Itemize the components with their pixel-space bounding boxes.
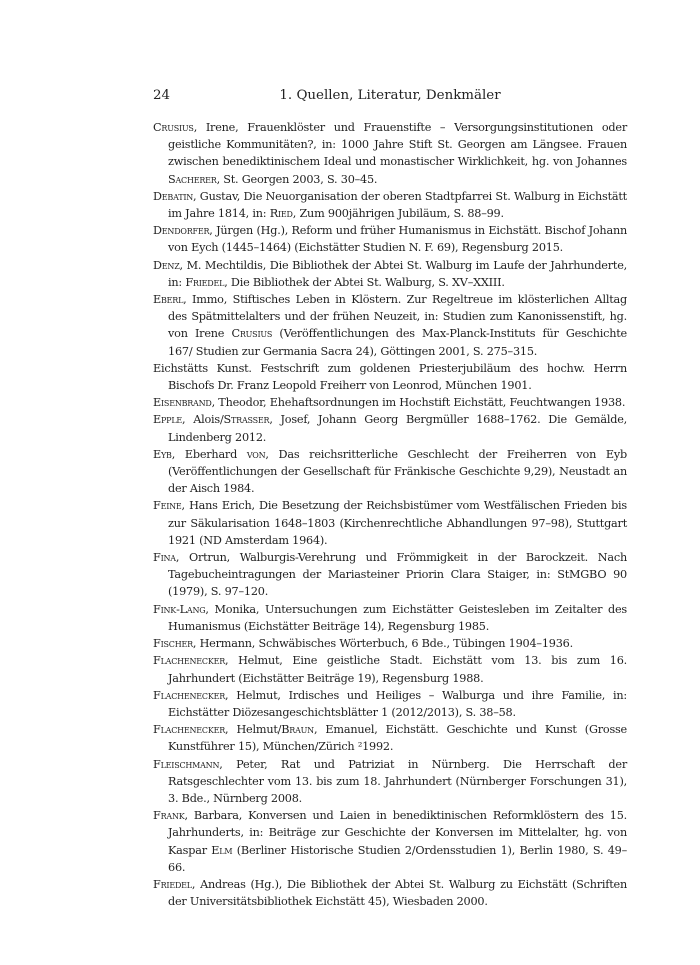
entry-text: , Josef, Johann Georg Bergmüller 1688–1762. Die Gemälde, Lindenberg 2012.	[168, 413, 627, 444]
bibliography-entry	[153, 687, 627, 721]
entry-author: Flachenecker	[153, 654, 225, 668]
running-title: 1. Quellen, Literatur, Denkmäler	[279, 88, 501, 103]
page-number: 24	[153, 88, 171, 103]
entry-text: , Das reichsritterliche Geschlecht der Freiherren von Eyb (Veröffentlichungen der Gesellschaft für Fränkische Geschichte 9,29), Neustadt an der Aisch 1984.	[168, 447, 627, 496]
entry-text: , Helmut, Irdisches und Heiliges – Walburga und ihre Familie, in: Eichstätter Diözesangeschichtsblätter 1 (2012/2013), S. 38–58.	[168, 688, 627, 719]
bibliography-entry	[153, 188, 627, 222]
entry-text: , M. Mechtildis, Die Bibliothek der Abtei St. Walburg im Laufe der Jahrhunderte, in:	[168, 258, 627, 289]
entry-author: Epple	[153, 413, 183, 427]
bibliography-entry	[153, 721, 627, 755]
bibliography-entry	[153, 291, 627, 360]
entry-smallcaps-name: Friedel	[185, 275, 225, 289]
entry-author: Eberl	[153, 293, 184, 307]
entry-text: , Jürgen (Hg.), Reform und früher Humanismus in Eichstätt. Bischof Johann von Eych (1445–1464) (Eichstätter Studien N. F. 69), Regensburg 2015.	[168, 224, 627, 255]
entry-author: Fink-Lang	[153, 602, 206, 616]
entry-author: Fischer	[153, 637, 193, 651]
bibliography-entry	[153, 756, 627, 808]
entry-text: (Veröffentlichungen des Max-Planck-Instituts für Geschichte 167/ Studien zur Germania Sacra 24), Göttingen 2001, S. 275–315.	[168, 327, 627, 358]
entry-text: , Hans Erich, Die Besetzung der Reichsbistümer vom Westfälischen Frieden bis zur Säkularisation 1648–1803 (Kirchenrechtliche Abhandlungen 97–98), Stuttgart 1921 (ND Amsterdam 1964).	[168, 499, 627, 547]
entry-smallcaps-name: Elm	[211, 843, 233, 857]
bibliography-entry	[153, 446, 627, 498]
bibliography-entry	[153, 119, 627, 188]
entry-author: Dendorfer	[153, 224, 210, 238]
bibliography-entry	[153, 876, 627, 910]
entry-text: , Ortrun, Walburgis-Verehrung und Frömmigkeit in der Barockzeit. Nach Tagebucheintragungen der Mariasteiner Priorin Clara Staiger, in: StMGBO 90 (1979), S. 97–120.	[168, 551, 627, 599]
bibliography-entry	[153, 394, 627, 411]
entry-text: , Immo, Stiftisches Leben in Klöstern. Zur Regeltreue im klösterlichen Alltag des Spätmittelalters und der frühen Neuzeit, in: Studien zum Kanonissenstift, hg. von Irene	[168, 293, 627, 341]
bibliography-entry	[153, 635, 627, 652]
bibliography-entry	[153, 549, 627, 601]
entry-text: , Emanuel, Eichstätt. Geschichte und Kunst (Grosse Kunstführer 15), München/Zürich ²1992.	[168, 723, 627, 754]
entry-text: , Andreas (Hg.), Die Bibliothek der Abtei St. Walburg zu Eichstätt (Schriften der Universitätsbibliothek Eichstätt 45), Wiesbaden 2000.	[168, 877, 627, 909]
entry-author: Eyb	[153, 447, 172, 461]
entry-smallcaps-name: Braun	[281, 723, 314, 737]
entry-smallcaps-name: Strasser	[223, 413, 270, 427]
entry-text: , Irene, Frauenklöster und Frauenstifte – Versorgungsinstitutionen oder geistliche Kommunitäten?, in: 1000 Jahre Stift St. Georgen am Längsee. Frauen zwischen benediktinischem Ideal und monastischer Wirklichkeit, hg. von Johannes	[168, 121, 627, 169]
bibliography-list	[153, 119, 627, 910]
bibliography-entry	[153, 601, 627, 635]
bibliography-entry	[153, 411, 627, 445]
entry-author: Friedel	[153, 877, 192, 891]
entry-text: , Die Bibliothek der Abtei St. Walburg, S. XV–XXIII.	[224, 275, 505, 289]
entry-author: Fleischmann	[153, 757, 220, 771]
entry-author: Fina	[153, 551, 176, 565]
entry-text: , Eberhard	[171, 447, 247, 461]
bibliography-entry	[153, 360, 627, 394]
entry-author: Eisenbrand	[153, 396, 212, 410]
entry-author: Feine	[153, 499, 182, 513]
entry-text: , Theodor, Ehehaftsordnungen im Hochstift Eichstätt, Feuchtwangen 1938.	[211, 396, 626, 410]
entry-text: , Hermann, Schwäbisches Wörterbuch, 6 Bde., Tübingen 1904–1936.	[192, 637, 573, 651]
entry-text: , Zum 900jährigen Jubiläum, S. 88–99.	[292, 207, 504, 221]
entry-text: , Barbara, Konversen und Laien in benediktinischen Reformklöstern des 15. Jahrhunderts, in: Beiträge zur Geschichte der Konversen im Mittelalter, hg. von Kaspar	[168, 809, 627, 857]
bibliography-entry	[153, 807, 627, 876]
entry-author: Flachenecker	[153, 723, 225, 737]
entry-smallcaps-name: Sacherer	[168, 172, 217, 186]
entry-smallcaps-name: von	[246, 447, 266, 461]
entry-author: Debatin	[153, 189, 194, 203]
entry-text: Eichstätts Kunst. Festschrift zum goldenen Priesterjubiläum des hochw. Herrn Bischofs Dr. Franz Leopold Freiherr von Leonrod, München 1901.	[153, 361, 627, 393]
entry-text: , Helmut, Eine geistliche Stadt. Eichstätt vom 13. bis zum 16. Jahrhundert (Eichstätter Beiträge 19), Regensburg 1988.	[168, 654, 627, 685]
bibliography-entry	[153, 257, 627, 291]
entry-smallcaps-name: Ried	[269, 207, 293, 221]
entry-text: , St. Georgen 2003, S. 30–45.	[216, 172, 378, 186]
entry-author: Crusius	[153, 121, 194, 134]
entry-author: Frank	[153, 809, 185, 823]
entry-text: , Monika, Untersuchungen zum Eichstätter Geistesleben im Zeitalter des Humanismus (Eichstätter Beiträge 14), Regensburg 1985.	[168, 602, 627, 633]
entry-author: Denz	[153, 258, 180, 272]
bibliography-entry	[153, 497, 627, 549]
bibliography-entry	[153, 222, 627, 256]
bibliography-entry	[153, 652, 627, 686]
entry-text: , Gustav, Die Neuorganisation der oberen Stadtpfarrei St. Walburg in Eichstätt im Jahre 1814, in:	[168, 189, 627, 221]
entry-smallcaps-name: Crusius	[231, 327, 273, 341]
entry-text: , Helmut/	[225, 723, 282, 737]
entry-text: , Peter, Rat und Patriziat in Nürnberg. Die Herrschaft der Ratsgeschlechter vom 13. bis zum 18. Jahrhundert (Nürnberger Forschungen 31), 3. Bde., Nürnberg 2008.	[168, 757, 627, 805]
entry-author: Flachenecker	[153, 688, 225, 702]
page-header	[153, 87, 627, 105]
entry-text: (Berliner Historische Studien 2/Ordensstudien 1), Berlin 1980, S. 49–66.	[168, 843, 628, 874]
entry-text: , Alois/	[182, 413, 224, 427]
